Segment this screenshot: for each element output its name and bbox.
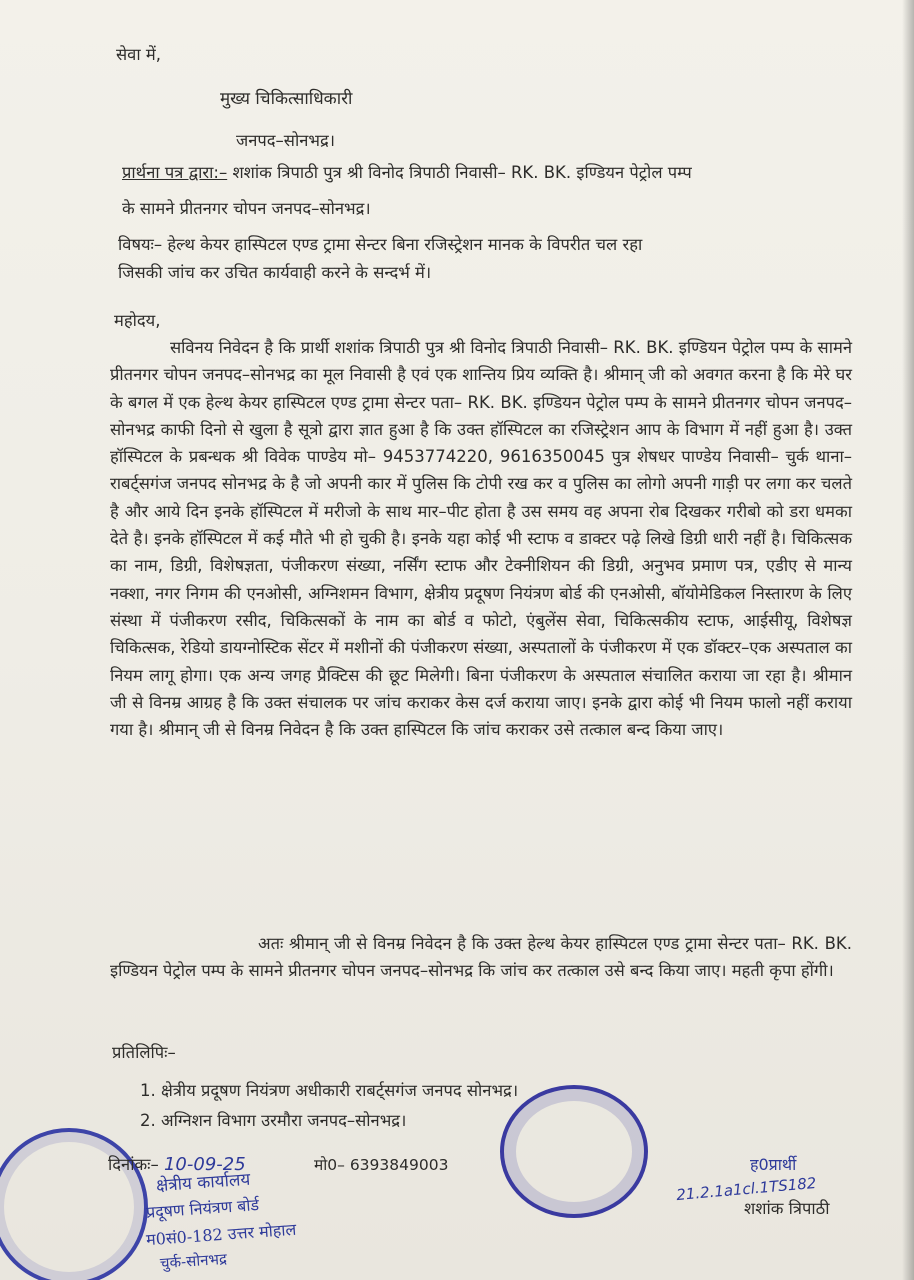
recipient-district: जनपद–सोनभद्र। [236, 131, 335, 150]
applicant-name: शशांक त्रिपाठी [744, 1199, 830, 1218]
date-value: 10-09-25 [163, 1154, 246, 1175]
copy-to-item-1: 1. क्षेत्रीय प्रदूषण नियंत्रण अधीकारी राबर्ट्सगंज जनपद सोनभद्र। [140, 1081, 519, 1100]
salutation: सेवा में, [116, 45, 161, 64]
copy-to-label: प्रतिलिपिः– [112, 1043, 176, 1062]
applicant-label: प्रार्थना पत्र द्वारा:– [122, 163, 228, 182]
closing-paragraph: अतः श्रीमान् जी से विनम्र निवेदन है कि उक्त हेल्थ केयर हास्पिटल एण्ड ट्रामा सेन्टर पता– RK. BK. इण्डियन पेट्रोल पम्प के सामने प्रीतनगर चोपन जनपद–सोनभद्र कि जांच कर तत्काल उसे बन्द किया जाए। महती कृपा होंगी। [110, 934, 852, 981]
handwritten-date: 21.2.1a1cl.1TS182 [675, 1173, 818, 1205]
greeting: महोदय, [114, 311, 161, 330]
receipt-stamp-line-4: चुर्क-सोनभद्र [159, 1249, 228, 1273]
copy-to-item-2: 2. अग्निशन विभाग उरमौरा जनपद–सोनभद्र। [140, 1111, 407, 1130]
applicant-line-2: के सामने प्रीतनगर चोपन जनपद–सोनभद्र। [122, 199, 371, 218]
official-round-stamp-left [0, 1128, 148, 1280]
date-label: दिनांकः– [108, 1155, 159, 1174]
subject-line-2: जिसकी जांच कर उचित कार्यवाही करने के सन्दर्भ में। [118, 263, 432, 282]
applicant-line-1 [122, 162, 692, 184]
official-round-stamp-right [500, 1085, 648, 1218]
scan-shadow-edge [902, 0, 914, 1280]
applicant-sign-label: ह0प्रार्थी [750, 1155, 797, 1174]
receipt-stamp-line-3: म0सं0-182 उत्तर मोहाल [145, 1219, 297, 1250]
receipt-stamp-line-1: क्षेत्रीय कार्यालय [155, 1169, 251, 1197]
recipient-title: मुख्य चिकित्साधिकारी [220, 89, 353, 109]
subject-line-1: विषयः– हेल्थ केयर हास्पिटल एण्ड ट्रामा सेन्टर बिना रजिस्ट्रेशन मानक के विपरीत चल रहा [118, 235, 643, 254]
receipt-stamp-line-2: प्रदूषण नियंत्रण बोर्ड [145, 1195, 260, 1222]
applicant-details: शशांक त्रिपाठी पुत्र श्री विनोद त्रिपाठी निवासी– RK. BK. इण्डियन पेट्रोल पम्प [232, 163, 692, 182]
mobile-number: मो0– 6393849003 [314, 1156, 449, 1174]
body-paragraph: सविनय निवेदन है कि प्रार्थी शशांक त्रिपाठी पुत्र श्री विनोद त्रिपाठी निवासी– RK. BK. इण्डियन पेट्रोल पम्प के सामने प्रीतनगर चोपन जनपद–सोनभद्र का मूल निवासी है एवं एक शान्तिय प्रिय व्यक्ति है। श्रीमान् जी को अवगत करना है कि मेरे घर के बगल में एक हेल्थ केयर हास्पिटल एण्ड ट्रामा सेन्टर पता– RK. BK. इण्डियन पेट्रोल पम्प के सामने प्रीतनगर चोपन जनपद–सोनभद्र काफी दिनो से खुला है सूत्रो द्वारा ज्ञात हुआ है कि उक्त हॉस्पिटल का रजिस्ट्रेशन आप के विभाग में नहीं हुआ है। उक्त हॉस्पिटल के प्रबन्धक श्री विवेक पाण्डेय मो– 9453774220, 9616350045 पुत्र शेषधर पाण्डेय निवासी– चुर्क थाना–राबर्ट्सगंज जनपद सोनभद्र के है जो अपनी कार में पुलिस कि टोपी रख कर व पुलिस का लोगो अपनी गाड़ी पर लगा कर चलते है और आये दिन इनके हॉस्पिटल में मरीजो के साथ मार–पीट होता है उस समय वह अपना रोब दिखकर गरीबो को डरा धमका देते है। इनके हॉस्पिटल में कई मौते भी हो चुकी है। इनके यहा कोई भी स्टाफ व डाक्टर पढ़े लिखे डिग्री धारी नहीं है। चिकित्सक का नाम, डिग्री, विशेषज्ञता, पंजीकरण संख्या, नर्सिंग स्टाफ और टेक्नीशियन की डिग्री, अनुभव प्रमाण पत्र, एडीए से मान्य नक्शा, नगर निगम की एनओसी, अग्निशमन विभाग, क्षेत्रीय प्रदूषण नियंत्रण बोर्ड की एनओसी, बॉयोमेडिकल निस्तारण के लिए संस्था में पंजीकरण रसीद, चिकित्सकों के नाम का बोर्ड व फोटो, एंबुलेंस सेवा, चिकित्सकीय स्टाफ, आईसीयू, विशेषज्ञ चिकित्सक, रेडियो डायग्नोस्टिक सेंटर में मशीनों की पंजीकरण संख्या, अस्पतालों के पंजीकरण में एक डॉक्टर–एक अस्पताल का नियम लागू होगा। एक अन्य जगह प्रैक्टिस की छूट मिलेगी। बिना पंजीकरण के अस्पताल संचालित कराया जा रहा है। श्रीमान जी से विनम्र आग्रह है कि उक्त संचालक पर जांच कराकर केस दर्ज कराया जाए। इनके द्वारा कोई भी नियम फालो नहीं कराया गया है। श्रीमान् जी से विनम्र निवेदन है कि उक्त हास्पिटल कि जांच कराकर उसे तत्काल बन्द किया जाए। [110, 338, 852, 740]
